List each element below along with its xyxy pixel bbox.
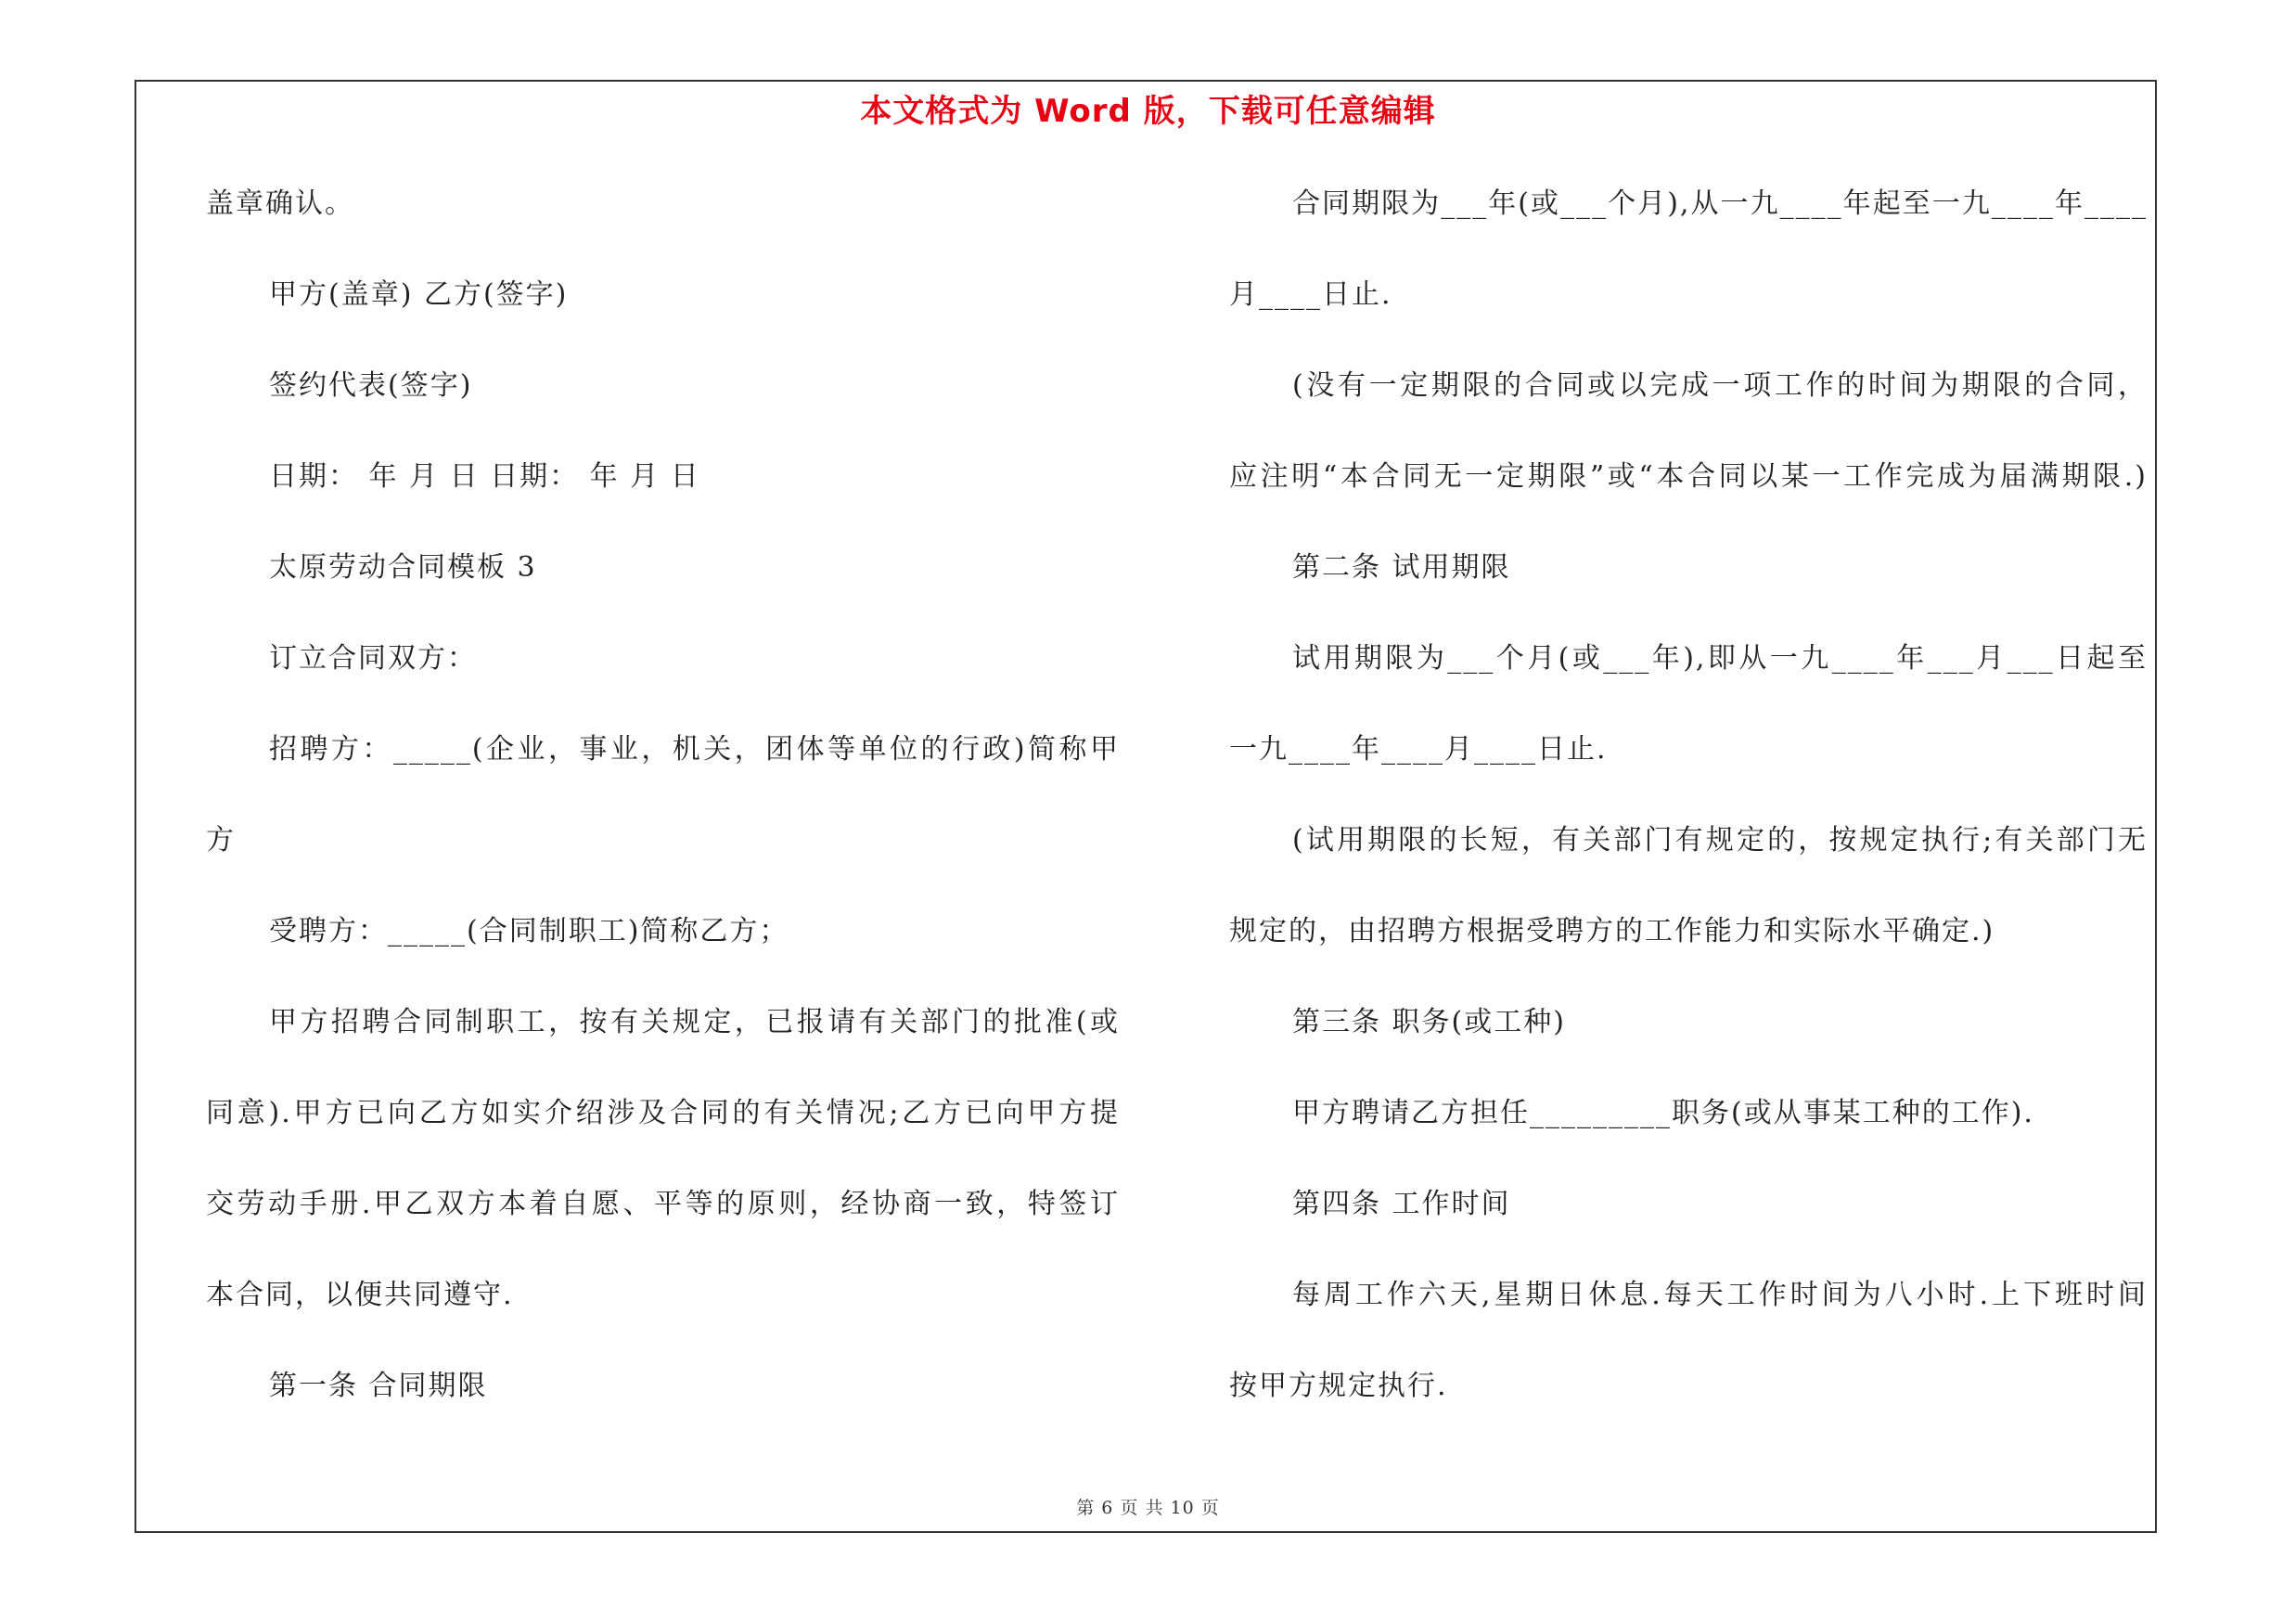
paragraph-line: 第三条 职务(或工种) — [1292, 1006, 1566, 1038]
paragraph-line: 每周工作六天,星期日休息.每天工作时间为八小时.上下班时间 — [1292, 1279, 2148, 1311]
paragraph-line: 盖章确认。 — [206, 187, 354, 220]
paragraph-line: 甲方(盖章) 乙方(签字) — [269, 278, 569, 311]
paragraph-line: 应注明“本合同无一定期限”或“本合同以某一工作完成为届满期限.) — [1229, 460, 2148, 493]
paragraph-line: 同意).甲方已向乙方如实介绍涉及合同的有关情况;乙方已向甲方提 — [206, 1097, 1120, 1129]
paragraph-line: 交劳动手册.甲乙双方本着自愿、平等的原则，经协商一致，特签订 — [206, 1188, 1120, 1220]
paragraph-line: (没有一定期限的合同或以完成一项工作的时间为期限的合同， — [1292, 369, 2148, 402]
paragraph-line: 规定的，由招聘方根据受聘方的工作能力和实际水平确定.) — [1229, 915, 1995, 947]
paragraph-line: 甲方招聘合同制职工，按有关规定，已报请有关部门的批准(或 — [269, 1006, 1120, 1038]
paragraph-line: 本合同，以便共同遵守. — [206, 1279, 514, 1311]
paragraph-line: 招聘方：_____(企业，事业，机关，团体等单位的行政)简称甲 — [269, 733, 1120, 766]
paragraph-line: 试用期限为___个月(或___年),即从一九____年___月___日起至 — [1292, 642, 2148, 675]
paragraph-line: 第二条 试用期限 — [1292, 551, 1511, 584]
page-number-footer: 第 6 页 共 10 页 — [1076, 1498, 1220, 1518]
paragraph-line: 签约代表(签字) — [269, 369, 473, 402]
paragraph-line: 受聘方：_____(合同制职工)简称乙方； — [269, 915, 789, 947]
paragraph-line: 按甲方规定执行. — [1229, 1370, 1448, 1402]
paragraph-line: 一九____年____月____日止. — [1229, 733, 1608, 766]
paragraph-line: 订立合同双方： — [269, 642, 477, 675]
paragraph-line: (试用期限的长短，有关部门有规定的，按规定执行;有关部门无 — [1292, 824, 2148, 857]
paragraph-line: 日期： 年 月 日 日期： 年 月 日 — [269, 460, 700, 493]
paragraph-line: 月____日止. — [1229, 278, 1392, 311]
paragraph-line: 太原劳动合同模板 3 — [269, 551, 537, 584]
paragraph-line: 方 — [206, 824, 236, 857]
paragraph-line: 第一条 合同期限 — [269, 1370, 488, 1402]
paragraph-line: 合同期限为___年(或___个月),从一九____年起至一九____年____ — [1292, 187, 2148, 220]
paragraph-line: 第四条 工作时间 — [1292, 1188, 1511, 1220]
paragraph-line: 甲方聘请乙方担任_________职务(或从事某工种的工作). — [1292, 1097, 2034, 1129]
word-format-banner: 本文格式为 Word 版，下载可任意编辑 — [860, 93, 1436, 130]
